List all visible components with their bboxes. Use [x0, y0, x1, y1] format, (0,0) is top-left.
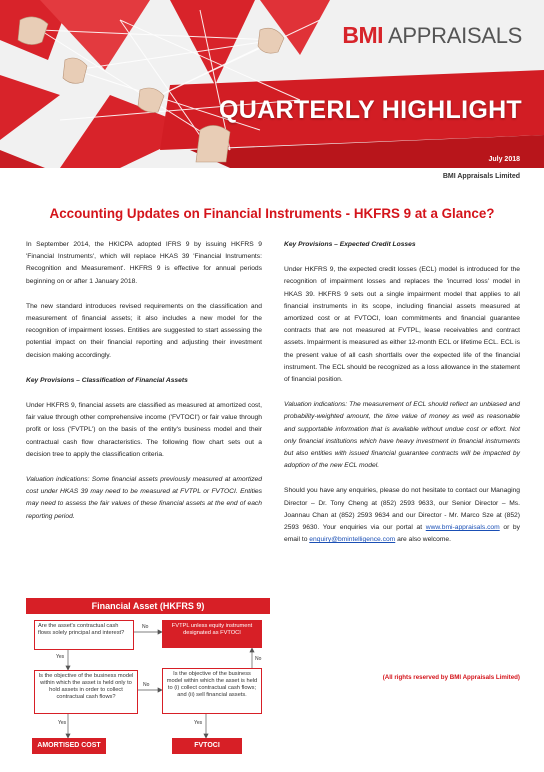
question-hold-to-collect: Is the objective of the business model within which the asset is held only to hold assets in order to collect contractual cash flows? — [34, 670, 138, 714]
question-collect-and-sell: Is the objective of the business model within which the asset is held to (i) collect contractual cash flows; and (ii) sell financial assets. — [162, 668, 262, 714]
header-banner — [0, 0, 544, 168]
paragraph-valuation-classification: Valuation indications: Some financial assets previously measured at amortized cost under HKAS 39 may need to be measured at FVTPL or FVTOCI. Entities may need to assess the fair values of these financial assets at the end of each reporting period. — [26, 476, 262, 520]
label-no-hold: No — [143, 682, 150, 688]
subheading-ecl: Key Provisions – Expected Credit Losses — [284, 241, 416, 248]
email-link[interactable]: enquiry@bmintelligence.com — [309, 536, 396, 544]
label-yes-collect-sell: Yes — [194, 720, 203, 726]
contact-text-b: or by email to — [284, 524, 520, 544]
contact-text-c: are also welcome. — [395, 536, 452, 544]
paragraph-intro: In September 2014, the HKICPA adopted IFRS 9 by issuing HKFRS 9 'Financial Instruments', which will replace HKAS 39 'Financial Instruments: Recognition and Measurement'. HKFRS 9 is effective for annual periods beginning on or after 1 January 2018. — [26, 241, 262, 285]
paragraph-contact — [284, 485, 520, 546]
paragraph-new-standard: The new standard introduces revised requirements on the classification and measurement of financial assets; it also includes a new model for the recognition of impairment losses. Entities are suggested to start assessing the potential impact on their financial reporting and adjusting their investment decision making accordingly. — [26, 302, 262, 359]
result-fvtpl-box: FVTPL unless equity instrument designated as FVTOCI — [162, 620, 262, 648]
bmi-appraisals-logo — [342, 22, 522, 49]
banner-title: QUARTERLY HIGHLIGHT — [219, 96, 522, 124]
question-sppi: Are the asset's contractual cash flows solely principal and interest? — [34, 620, 134, 650]
classification-flowchart — [26, 598, 270, 758]
label-yes-hold: Yes — [58, 720, 67, 726]
label-no-collect-sell: No — [255, 656, 262, 662]
paragraph-valuation-ecl: Valuation indications: The measurement of ECL should reflect an unbiased and probability-weighted amount, the time value of money as well as reasonable and supportable information that is available without undue cost or effort. Not only financial institutions which have heavy investment in financial instruments but also entities with issued financial guarantee contracts will be impacted by adoption of the new ECL model. — [284, 401, 520, 470]
logo-bmi-text: BMI — [342, 22, 384, 48]
portal-link[interactable]: www.bmi-appraisals.com — [425, 524, 500, 532]
company-name: BMI Appraisals Limited — [442, 173, 520, 180]
right-column — [284, 239, 520, 559]
issue-date: July 2018 — [488, 156, 520, 163]
result-amortised-cost: AMORTISED COST — [32, 738, 106, 754]
rights-reserved-note: (All rights reserved by BMI Appraisals Limited) — [382, 674, 520, 681]
paragraph-ecl: Under HKFRS 9, the expected credit losses (ECL) model is introduced for the recognition of impairment losses and replaces the 'incurred loss' model in HKAS 39. HKFRS 9 sets out a single impairment model that applies to all financial instruments in its scope, including financial assets measured at amortized cost or at FVTOCI, loan commitments and financial guarantee contracts that are not measured at FVTPL, lease receivables and contract assets. Impairment is measured as either 12-month ECL or lifetime ECL. ECL is the present value of all cash shortfalls over the expected life of the financial instrument. The ECL should be recognized as a loss allowance in the statement of financial position. — [284, 266, 520, 384]
subheading-classification: Key Provisions – Classification of Financial Assets — [26, 376, 188, 384]
article-headline: Accounting Updates on Financial Instruments - HKFRS 9 at a Glance? — [49, 206, 495, 221]
label-yes-sppi: Yes — [56, 654, 65, 660]
logo-appraisals-text: APPRAISALS — [388, 23, 522, 48]
flowchart-title: Financial Asset (HKFRS 9) — [26, 598, 270, 614]
contact-text-a: Should you have any enquiries, please do not hesitate to contact our Managing Director – Dr. Tony Cheng at (852) 2593 9633, our Senior Director – Ms. Joannau Chan at (852) 2593 9634 and our Director - Mr. Marco Sze at (852) 2593 9630. Your enquiries via our portal at — [284, 487, 520, 532]
label-no-sppi: No — [142, 624, 149, 630]
left-column — [26, 239, 262, 536]
result-fvtoci: FVTOCI — [172, 738, 242, 754]
paragraph-classification: Under HKFRS 9, financial assets are classified as measured at amortized cost, fair value through other comprehensive income ('FVTOCI') or fair value through profit or loss ('FVTPL') on the basis of the entity's business model and their contractual cash flow characteristics. The following flow chart sets out a decision tree to apply the classification criteria. — [26, 402, 262, 458]
